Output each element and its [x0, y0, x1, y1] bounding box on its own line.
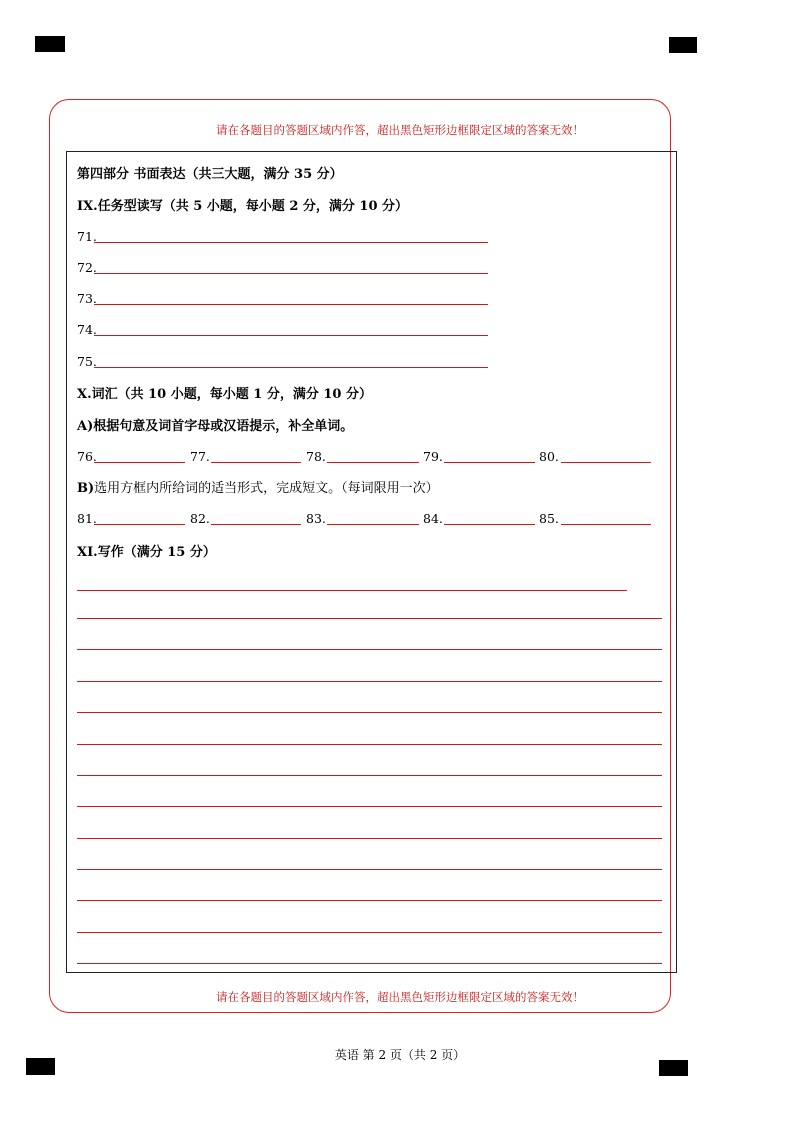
- section10-title: X.词汇（共 10 小题，每小题 1 分，满分 10 分）: [77, 387, 372, 402]
- question-number: 71.: [77, 229, 97, 244]
- writing-line[interactable]: [77, 590, 627, 591]
- writing-line[interactable]: [77, 649, 662, 650]
- writing-line[interactable]: [77, 838, 662, 839]
- question-number: 72.: [77, 260, 97, 275]
- question-number: 75.: [77, 354, 97, 369]
- question-number: 83.: [306, 511, 326, 526]
- question-number: 76.: [77, 449, 97, 464]
- writing-line[interactable]: [77, 681, 662, 682]
- writing-line[interactable]: [77, 775, 662, 776]
- writing-line[interactable]: [77, 618, 662, 619]
- part4-title: 第四部分 书面表达（共三大题，满分 35 分）: [77, 167, 343, 182]
- registration-mark-top-right: [669, 37, 697, 53]
- section11-title: XI.写作（满分 15 分）: [77, 545, 216, 560]
- writing-line[interactable]: [77, 806, 662, 807]
- question-number: 78.: [306, 449, 326, 464]
- registration-mark-top-left: [35, 36, 65, 52]
- section10b-label: B): [77, 481, 95, 496]
- writing-line[interactable]: [77, 963, 662, 964]
- page-footer: 英语 第 2 页（共 2 页）: [334, 1048, 466, 1062]
- section10b-title: [77, 477, 439, 496]
- question-number: 77.: [190, 449, 210, 464]
- section10a-title: A)根据句意及词首字母或汉语提示，补全单词。: [77, 419, 354, 434]
- question-number: 81.: [77, 511, 97, 526]
- question-number: 85.: [539, 511, 559, 526]
- writing-line[interactable]: [77, 932, 662, 933]
- writing-line[interactable]: [77, 900, 662, 901]
- writing-line[interactable]: [77, 744, 662, 745]
- writing-line[interactable]: [77, 869, 662, 870]
- answer-area-box: [66, 151, 677, 973]
- warning-top: 请在各题目的答题区域内作答，超出黑色矩形边框限定区域的答案无效！: [216, 123, 584, 137]
- warning-bottom: 请在各题目的答题区域内作答，超出黑色矩形边框限定区域的答案无效！: [216, 990, 584, 1004]
- question-number: 73.: [77, 291, 97, 306]
- question-number: 80.: [539, 449, 559, 464]
- question-number: 79.: [423, 449, 443, 464]
- question-number: 84.: [423, 511, 443, 526]
- question-number: 82.: [190, 511, 210, 526]
- writing-line[interactable]: [77, 712, 662, 713]
- question-number: 74.: [77, 322, 97, 337]
- section10b-instruction: 选用方框内所给词的适当形式，完成短文。（每词限用一次）: [94, 481, 439, 496]
- section9-title: IX.任务型读写（共 5 小题，每小题 2 分，满分 10 分）: [77, 199, 409, 214]
